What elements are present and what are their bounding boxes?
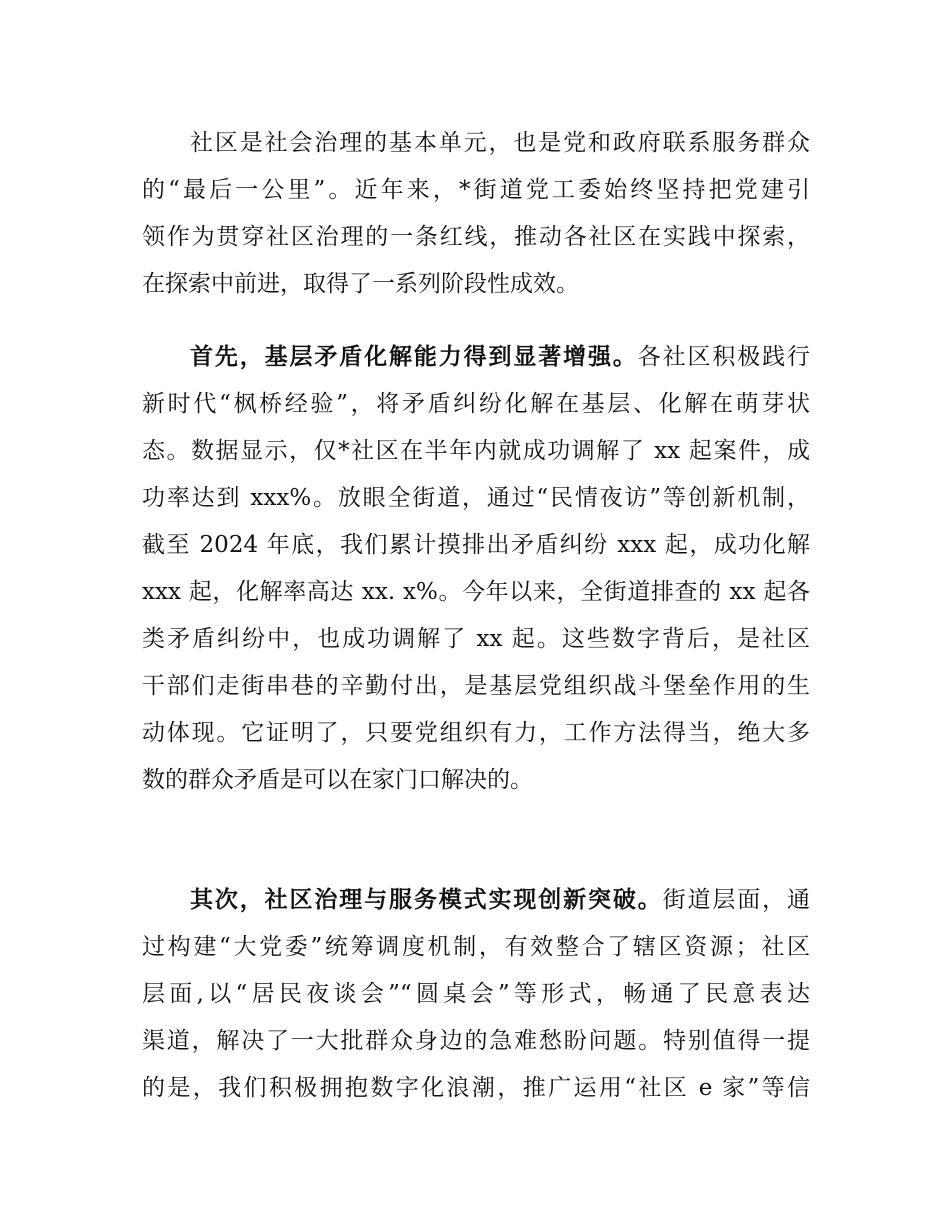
text-segment: 各社区积极践行: [637, 344, 810, 370]
paragraph-lead: 首先，基层矛盾化解能力得到显著增强。: [190, 344, 638, 370]
paragraph-intro: [142, 120, 810, 308]
text-line: 层面,以“居民夜谈会”“圆桌会”等形式，畅通了民意表达: [142, 981, 810, 1007]
text-line: 领作为贯穿社区治理的一条红线，推动各社区在实践中探索，: [142, 224, 810, 250]
text-line: 的是，我们积极拥抱数字化浪潮，推广运用“社区 e 家”等信: [142, 1075, 810, 1101]
text-line: [142, 877, 810, 924]
text-line: 社区是社会治理的基本单元，也是党和政府联系服务群众: [190, 130, 810, 156]
text-line: [142, 334, 810, 381]
text-line: 功率达到 xxx%。放眼全街道，通过“民情夜访”等创新机制，: [142, 485, 810, 511]
text-segment: 街道层面，通: [662, 887, 810, 913]
text-line: 过构建“大党委”统筹调度机制，有效整合了辖区资源；社区: [142, 934, 810, 960]
paragraph-lead: 其次，社区治理与服务模式实现创新突破。: [190, 887, 663, 913]
text-line: 在探索中前进，取得了一系列阶段性成效。: [142, 271, 579, 297]
text-line: xxx 起，化解率高达 xx. x%。今年以来，全街道排查的 xx 起各: [142, 579, 810, 605]
text-line: 数的群众矛盾是可以在家门口解决的。: [142, 767, 533, 793]
text-line: 渠道，解决了一大批群众身边的急难愁盼问题。特别值得一提: [142, 1028, 810, 1054]
text-line: 新时代“枫桥经验”，将矛盾纠纷化解在基层、化解在萌芽状: [142, 391, 810, 417]
text-line: 类矛盾纠纷中，也成功调解了 xx 起。这些数字背后，是社区: [142, 626, 810, 652]
text-line: 截至 2024 年底，我们累计摸排出矛盾纠纷 xxx 起，成功化解: [142, 532, 810, 558]
text-line: 态。数据显示，仅*社区在半年内就成功调解了 xx 起案件，成: [142, 438, 810, 464]
paragraph-governance-innovation: [142, 877, 810, 1112]
text-line: 干部们走街串巷的辛勤付出，是基层党组织战斗堡垒作用的生: [142, 673, 810, 699]
paragraph-conflict-resolution: [142, 334, 810, 804]
text-line: 动体现。它证明了，只要党组织有力，工作方法得当，绝大多: [142, 720, 810, 746]
text-line: 的“最后一公里”。近年来，*街道党工委始终坚持把党建引: [142, 177, 810, 203]
